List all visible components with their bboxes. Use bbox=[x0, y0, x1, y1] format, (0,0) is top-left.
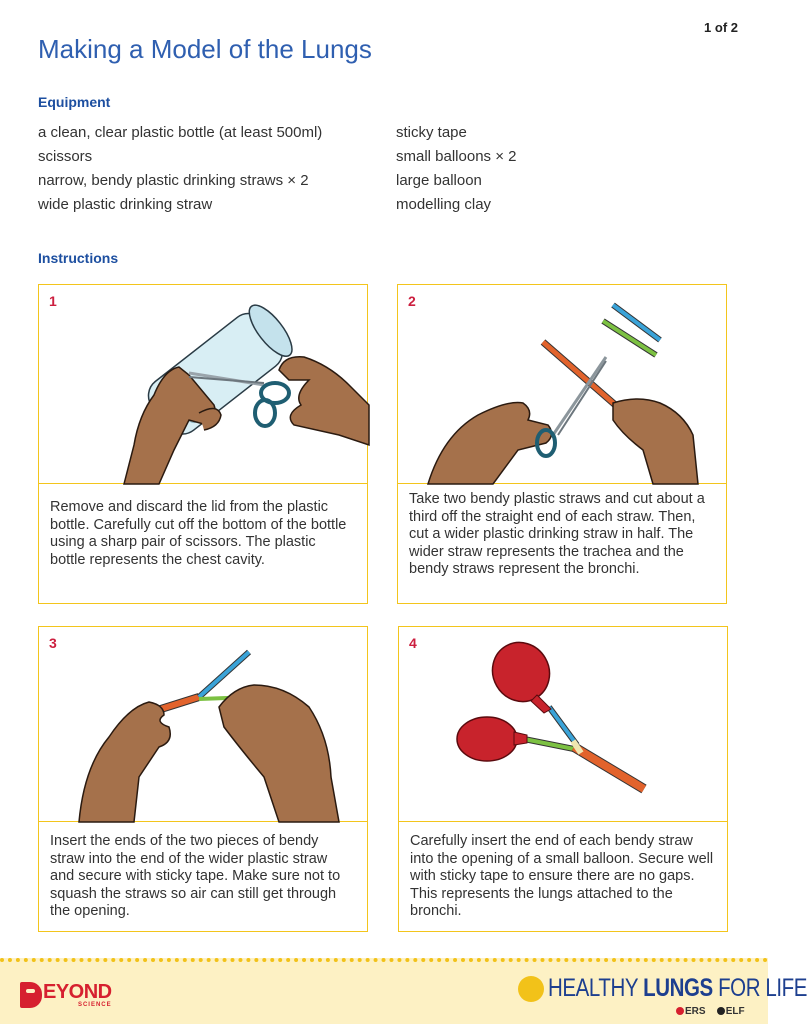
straw-joining-illustration bbox=[39, 627, 369, 822]
healthy-lungs-wordmark bbox=[548, 974, 807, 1003]
step-2-illustration bbox=[398, 285, 726, 484]
ers-icon bbox=[676, 1007, 684, 1015]
instructions-heading: Instructions bbox=[38, 250, 119, 266]
step-description: Carefully insert the end of each bendy straw into the opening of a small balloon. Secure well with sticky tape to ensure there are no gaps. This represents the lungs attached to the bronchi. bbox=[410, 833, 714, 920]
ers-label: ERS bbox=[685, 1006, 706, 1017]
lungs-emblem-icon bbox=[518, 976, 544, 1002]
equipment-item: small balloons × 2 bbox=[396, 148, 517, 165]
equipment-item: wide plastic drinking straw bbox=[38, 196, 213, 213]
equipment-item: a clean, clear plastic bottle (at least 500ml) bbox=[38, 124, 323, 141]
step-card-2 bbox=[397, 284, 727, 604]
page-title: Making a Model of the Lungs bbox=[38, 34, 372, 64]
footer bbox=[0, 958, 807, 1024]
equipment-item: scissors bbox=[38, 148, 93, 165]
hlfl-word-healthy: HEALTHY bbox=[548, 974, 644, 1002]
elf-icon bbox=[717, 1007, 725, 1015]
hlfl-word-lungs: LUNGS bbox=[643, 974, 713, 1002]
straw-cutting-illustration bbox=[398, 285, 728, 484]
step-card-3 bbox=[38, 626, 368, 932]
elf-label: ELF bbox=[725, 1006, 745, 1017]
equipment-item: narrow, bendy plastic drinking straws × 2 bbox=[38, 172, 309, 189]
step-3-illustration bbox=[39, 627, 367, 822]
equipment-list-left bbox=[38, 121, 322, 217]
step-description: Insert the ends of the two pieces of bendy straw into the end of the wider plastic straw and secure with sticky tape. Make sure not to squash the straws so air can still get through the opening. bbox=[50, 833, 341, 920]
step-number: 3 bbox=[49, 635, 57, 651]
partner-logos bbox=[676, 1006, 745, 1017]
equipment-heading: Equipment bbox=[38, 94, 111, 110]
equipment-item: large balloon bbox=[396, 172, 482, 189]
step-card-4 bbox=[398, 626, 728, 932]
step-4-illustration bbox=[399, 627, 727, 822]
hlfl-word-forlife: FOR LIFE bbox=[712, 974, 807, 1002]
step-number: 2 bbox=[408, 293, 416, 309]
beyond-b-icon bbox=[20, 982, 42, 1008]
healthy-lungs-logo bbox=[518, 974, 807, 1024]
beyond-word: EYOND bbox=[43, 981, 112, 1003]
step-card-1 bbox=[38, 284, 368, 604]
balloons-attached-illustration bbox=[399, 627, 729, 822]
step-number: 4 bbox=[409, 635, 417, 651]
bottle-cutting-illustration bbox=[39, 285, 369, 484]
beyond-science-logo bbox=[20, 980, 112, 1010]
equipment-list-right bbox=[396, 121, 516, 217]
page-number: 1 of 2 bbox=[704, 20, 738, 35]
step-description: Remove and discard the lid from the plastic bottle. Carefully cut off the bottom of the bottle using a sharp pair of scissors. The plastic bottle represents the chest cavity. bbox=[50, 499, 347, 568]
equipment-item: modelling clay bbox=[396, 196, 492, 213]
beyond-subtitle: SCIENCE bbox=[77, 1002, 112, 1008]
step-number: 1 bbox=[49, 293, 57, 309]
step-description: Take two bendy plastic straws and cut about a third off the straight end of each straw. Then, cut a wider plastic drinking straw in half. The wider straw represents the trachea and the bendy straws represent the bronchi. bbox=[409, 491, 705, 578]
equipment-item: sticky tape bbox=[396, 124, 467, 141]
step-1-illustration bbox=[39, 285, 367, 484]
